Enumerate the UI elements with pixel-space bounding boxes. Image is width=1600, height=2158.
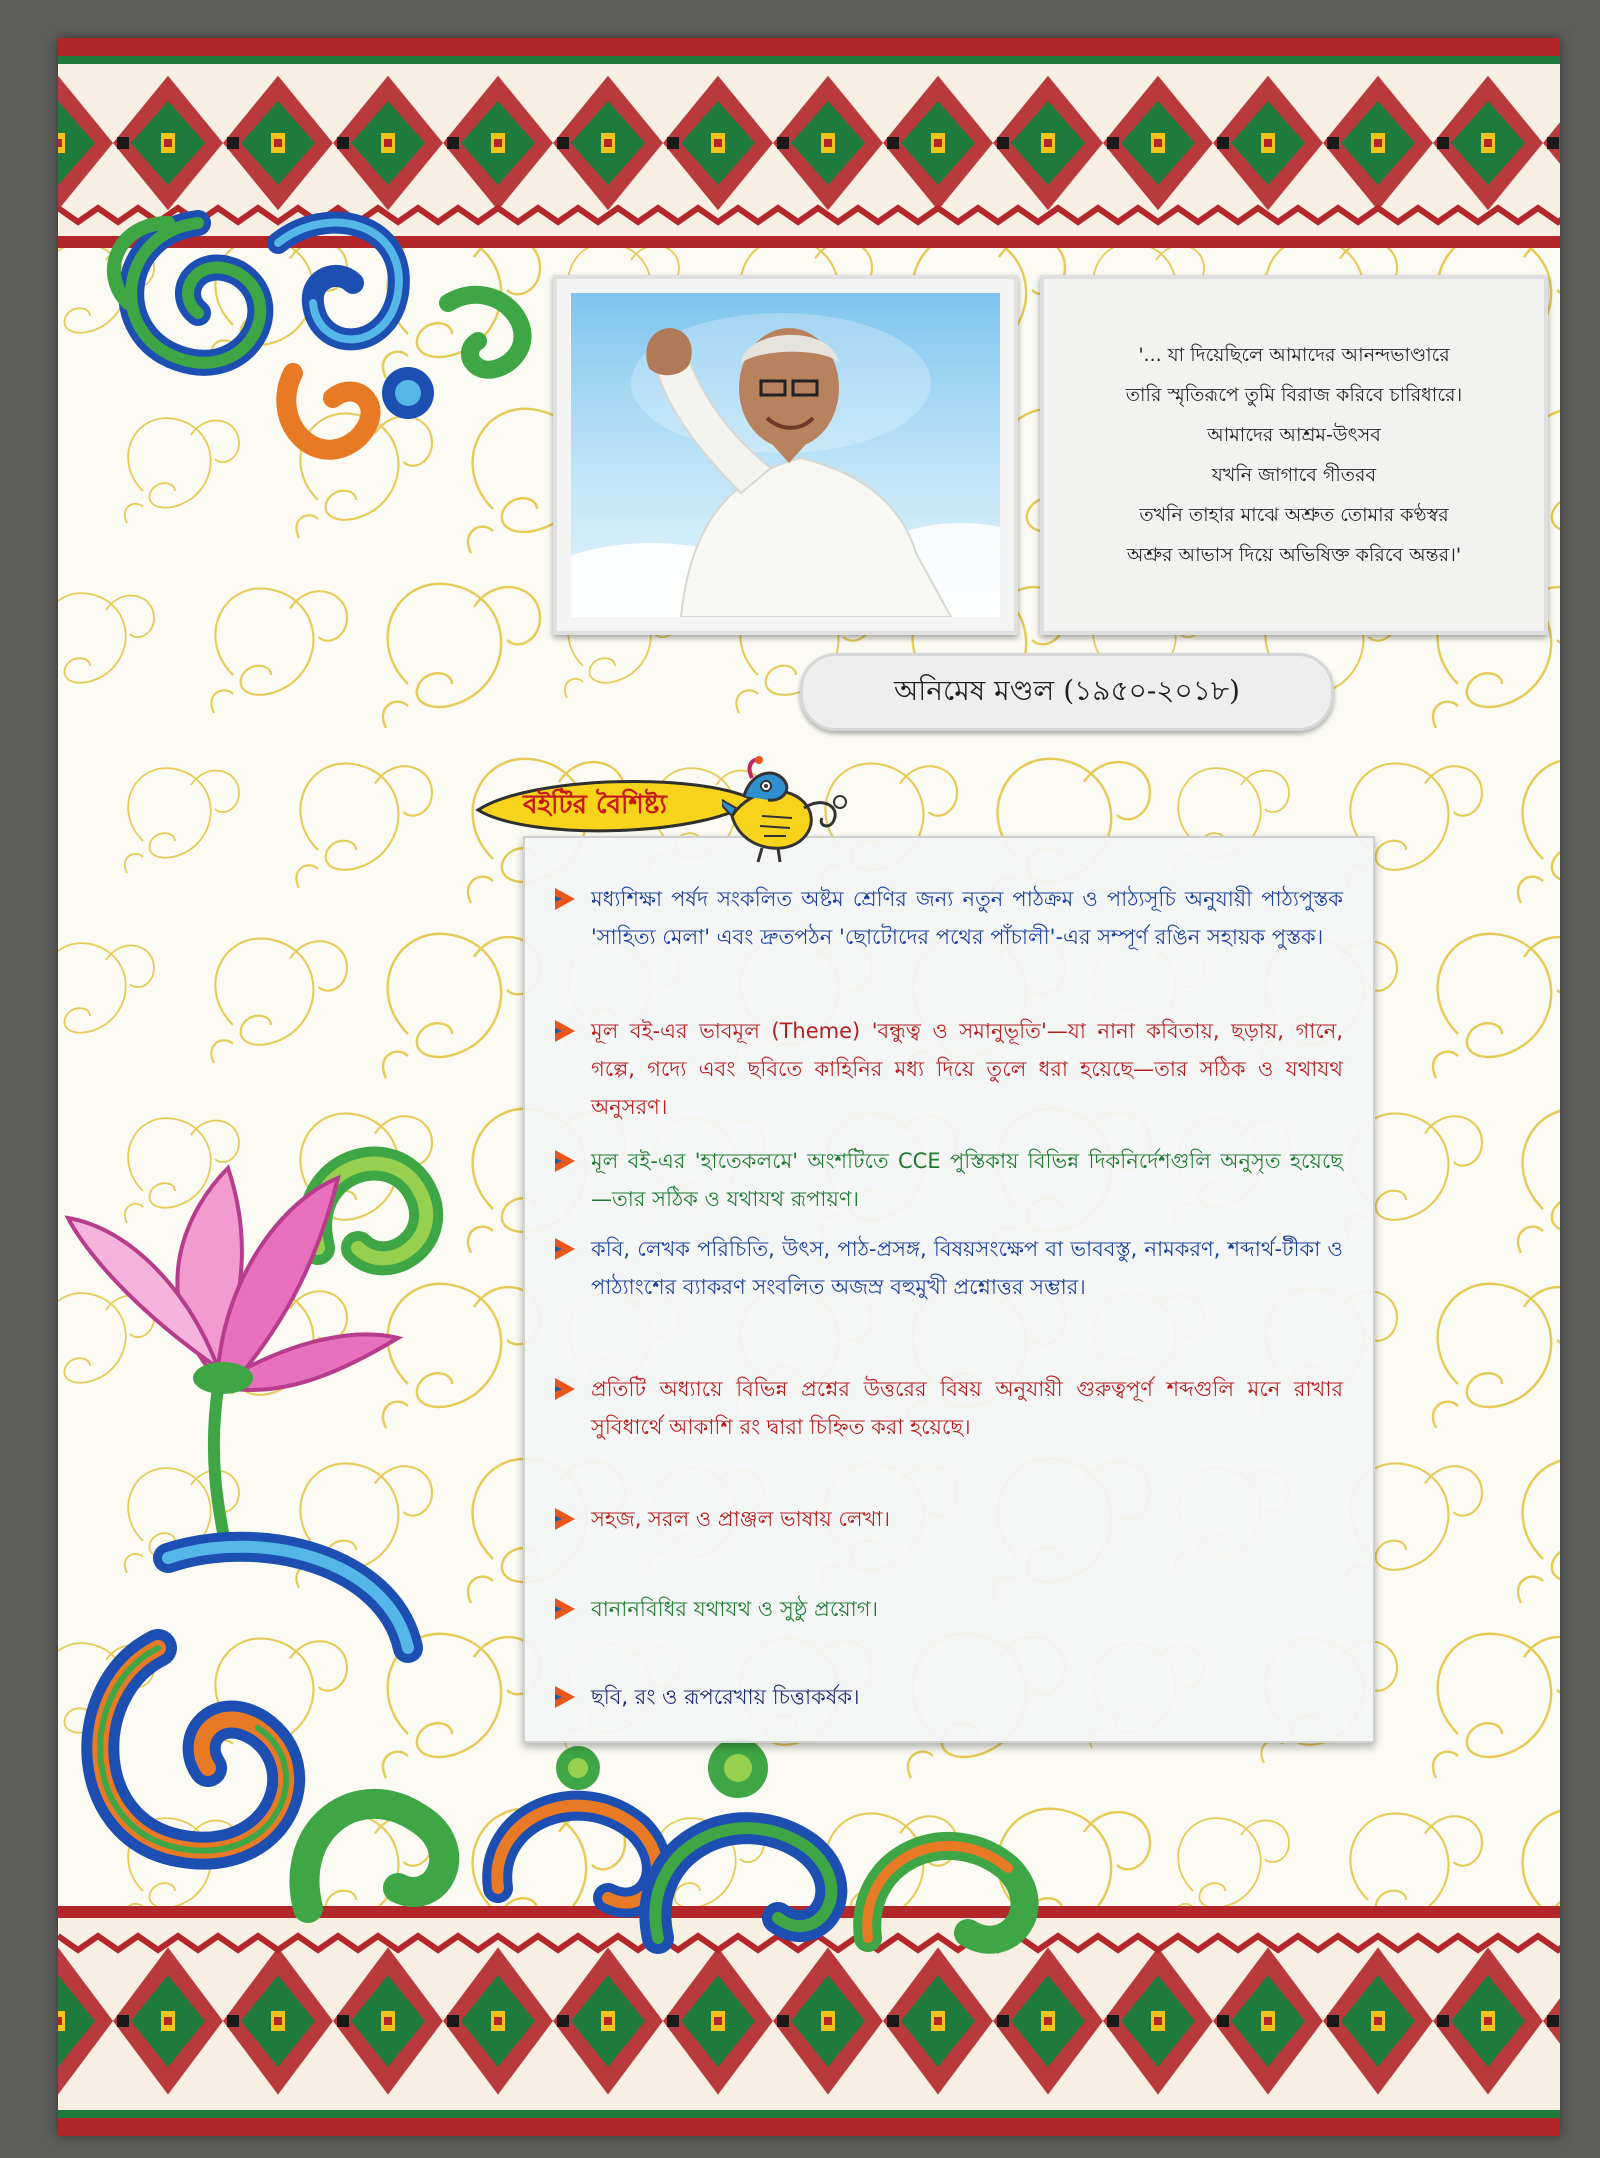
triangle-bullet-icon — [555, 1378, 575, 1400]
triangle-bullet-icon — [555, 1598, 575, 1620]
portrait-photo — [571, 293, 1000, 617]
triangle-bullet-icon — [555, 1238, 575, 1260]
memorial-name-plate: অনিমেষ মণ্ডল (১৯৫০-২০১৮) — [800, 653, 1334, 731]
features-heading: বইটির বৈশিষ্ট্য — [523, 790, 667, 820]
tagore-quote-card — [1040, 275, 1548, 635]
features-heading-banner — [470, 770, 760, 842]
quote-line: '... যা দিয়েছিলে আমাদের আনন্দভাণ্ডারে — [1138, 344, 1450, 366]
triangle-bullet-icon — [555, 1686, 575, 1708]
quote-line: তখনি তাহার মাঝে অশ্রুত তোমার কণ্ঠস্বর — [1139, 504, 1449, 526]
feature-text: মূল বই-এর ভাবমূল (Theme) 'বন্ধুত্ব ও সমানুভূতি'—যা নানা কবিতায়, ছড়ায়, গানে, গল্পে, গদ্যে এবং ছবিতে কাহিনির মধ্য দিয়ে তুলে ধরা হয়েছে—তার সঠিক ও যথাযথ অনুসরণ। — [591, 1019, 1343, 1119]
quote-line: আমাদের আশ্রম-উৎসব — [1207, 424, 1381, 446]
memorial-photo-frame — [553, 275, 1018, 635]
feature-text: বানানবিধির যথাযথ ও সুষ্ঠু প্রয়োগ। — [591, 1597, 879, 1621]
triangle-bullet-icon — [555, 888, 575, 910]
feature-text: মধ্যশিক্ষা পর্ষদ সংকলিত অষ্টম শ্রেণির জন্য নতুন পাঠক্রম ও পাঠ্যসূচি অনুযায়ী পাঠ্যপুস্তক 'সাহিত্য মেলা' এবং দ্রুতপঠন 'ছোটোদের পথের পাঁচালী'-এর সম্পূর্ণ রঙিন সহায়ক পুস্তক। — [591, 887, 1343, 949]
quote-line: তারি স্মৃতিরূপে তুমি বিরাজ করিবে চারিধারে। — [1125, 384, 1463, 406]
feature-text: ছবি, রং ও রূপরেখায় চিত্তাকর্ষক। — [591, 1685, 860, 1709]
feature-text: মূল বই-এর 'হাতেকলমে' অংশটিতে CCE পুস্তিকায় বিভিন্ন দিকনির্দেশগুলি অনুসৃত হয়েছে —তার সঠিক ও যথাযথ রূপায়ণ। — [591, 1149, 1343, 1211]
feature-text: প্রতিটি অধ্যায়ে বিভিন্ন প্রশ্নের উত্তরের বিষয় অনুযায়ী গুরুত্বপূর্ণ শব্দগুলি মনে রাখার সুবিধার্থে আকাশি রং দ্বারা চিহ্নিত করা হয়েছে। — [591, 1377, 1343, 1439]
book-features-panel — [523, 836, 1375, 1743]
triangle-bullet-icon — [555, 1150, 575, 1172]
triangle-bullet-icon — [555, 1020, 575, 1042]
quote-line: অশ্রুর আভাস দিয়ে অভিষিক্ত করিবে অন্তর।' — [1126, 544, 1462, 566]
feature-text: সহজ, সরল ও প্রাঞ্জল ভাষায় লেখা। — [591, 1507, 890, 1531]
swirl-ornament-bottom-center — [618, 1708, 1068, 1968]
book-back-cover — [58, 38, 1560, 2136]
quote-line: যখনি জাগাবে গীতরব — [1211, 464, 1377, 486]
swirl-ornament-top-left — [78, 183, 548, 483]
bird-illustration — [722, 756, 852, 866]
feature-text: কবি, লেখক পরিচিতি, উৎস, পাঠ-প্রসঙ্গ, বিষয়সংক্ষেপ বা ভাববস্তু, নামকরণ, শব্দার্থ-টীকা ও পাঠ্যাংশের ব্যাকরণ সংবলিত অজস্র বহুমুখী প্রশ্নোত্তর সম্ভার। — [591, 1237, 1343, 1299]
triangle-bullet-icon — [555, 1508, 575, 1530]
portrait-figure — [571, 293, 1000, 617]
